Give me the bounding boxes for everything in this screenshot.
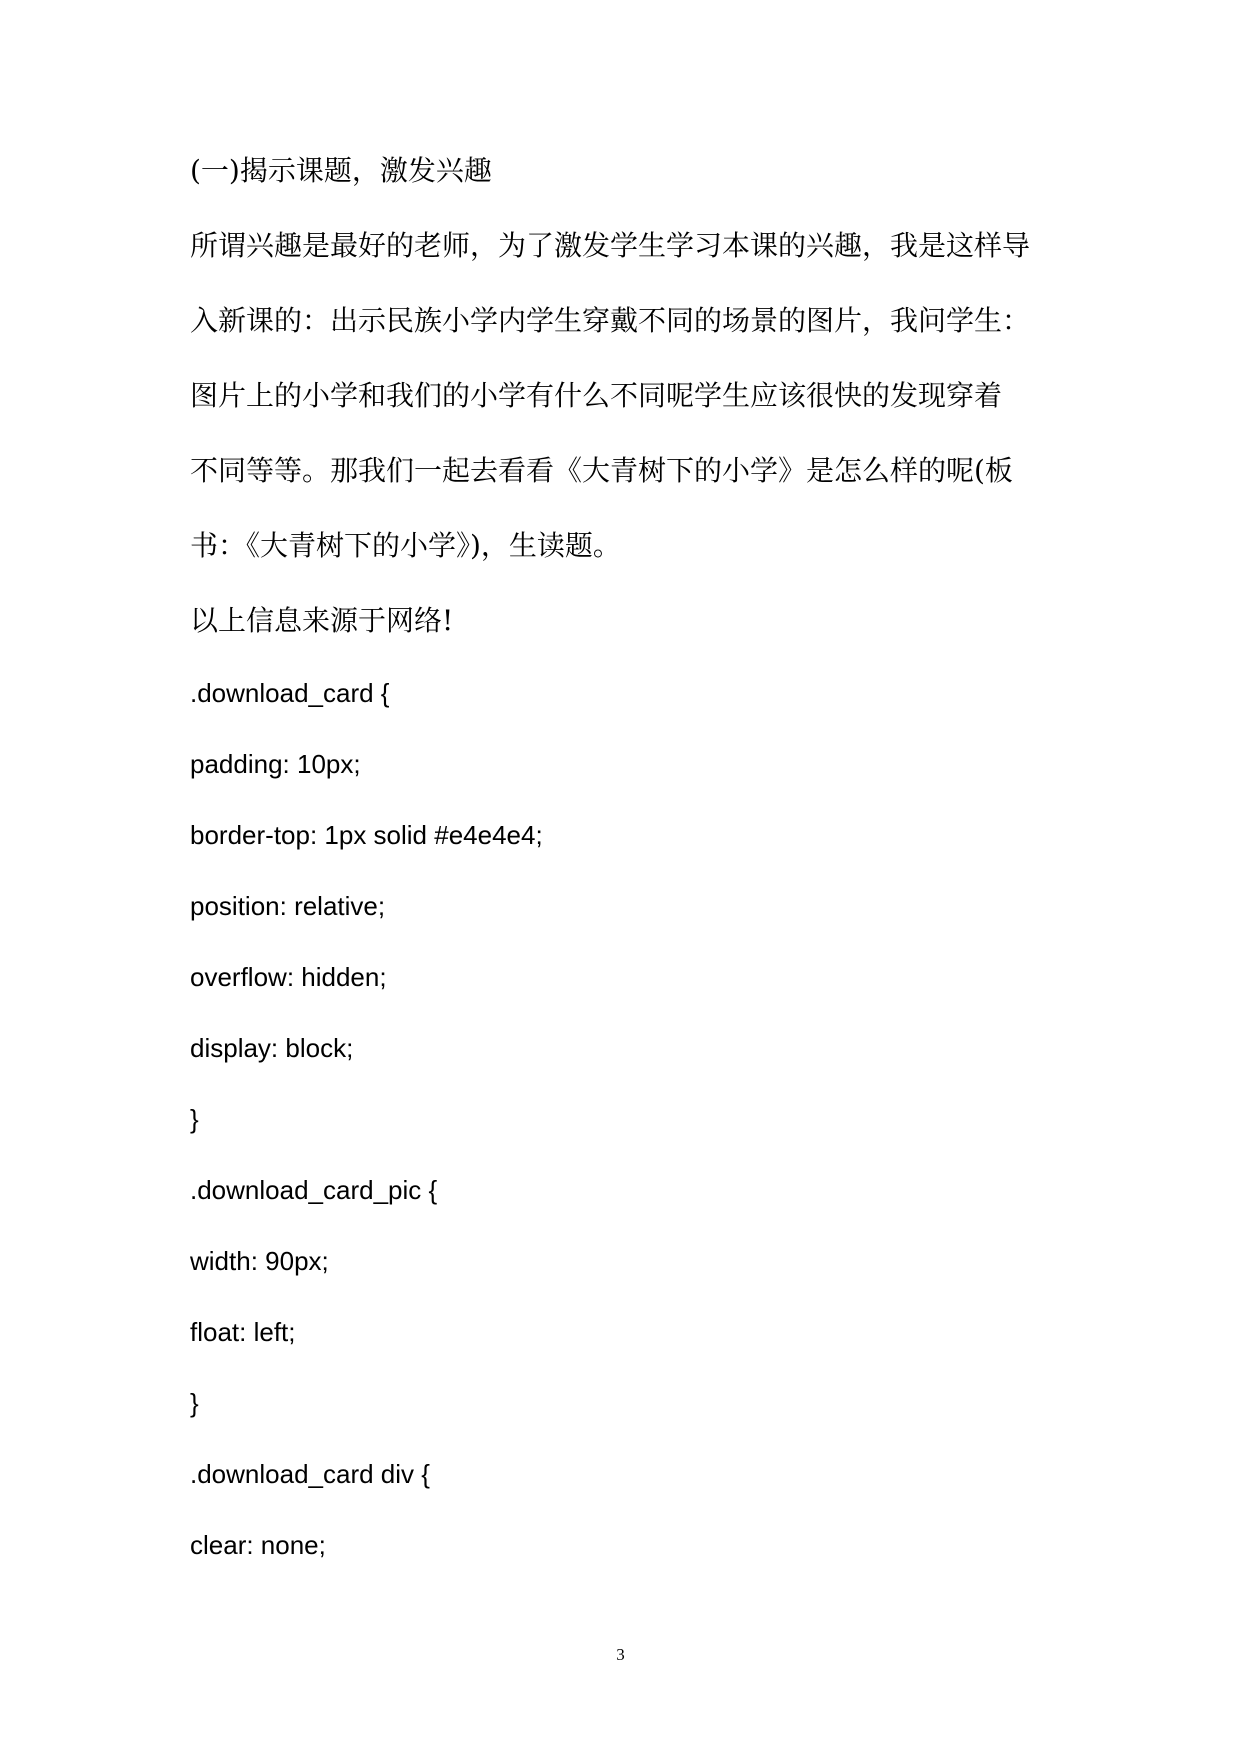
source-note: 以上信息来源于网络!	[190, 604, 454, 637]
paragraph-line: 不同等等。那我们一起去看看《大青树下的小学》是怎么样的呢(板	[190, 454, 1013, 487]
paragraph-line: 所谓兴趣是最好的老师，为了激发学生学习本课的兴趣，我是这样导	[190, 229, 1031, 262]
code-line: .download_card_pic {	[190, 1175, 438, 1205]
code-line: }	[190, 1388, 199, 1418]
code-line: float: left;	[190, 1317, 296, 1347]
code-line: overflow: hidden;	[190, 962, 387, 992]
code-line: }	[190, 1104, 199, 1134]
code-line: .download_card {	[190, 678, 390, 708]
code-line: border-top: 1px solid #e4e4e4;	[190, 820, 543, 850]
code-line: width: 90px;	[190, 1246, 329, 1276]
code-line: .download_card div {	[190, 1459, 430, 1489]
code-line: display: block;	[190, 1033, 354, 1063]
code-line: padding: 10px;	[190, 749, 361, 779]
paragraph-line: 图片上的小学和我们的小学有什么不同呢学生应该很快的发现穿着	[190, 379, 1003, 412]
paragraph-line: 书：《大青树下的小学》)，生读题。	[190, 529, 621, 562]
paragraph-line: 入新课的：出示民族小学内学生穿戴不同的场景的图片，我问学生：	[190, 304, 1031, 337]
code-line: clear: none;	[190, 1530, 326, 1560]
code-line: position: relative;	[190, 891, 386, 921]
page-number: 3	[616, 1645, 625, 1664]
section-heading: (一)揭示课题，激发兴趣	[190, 154, 492, 187]
